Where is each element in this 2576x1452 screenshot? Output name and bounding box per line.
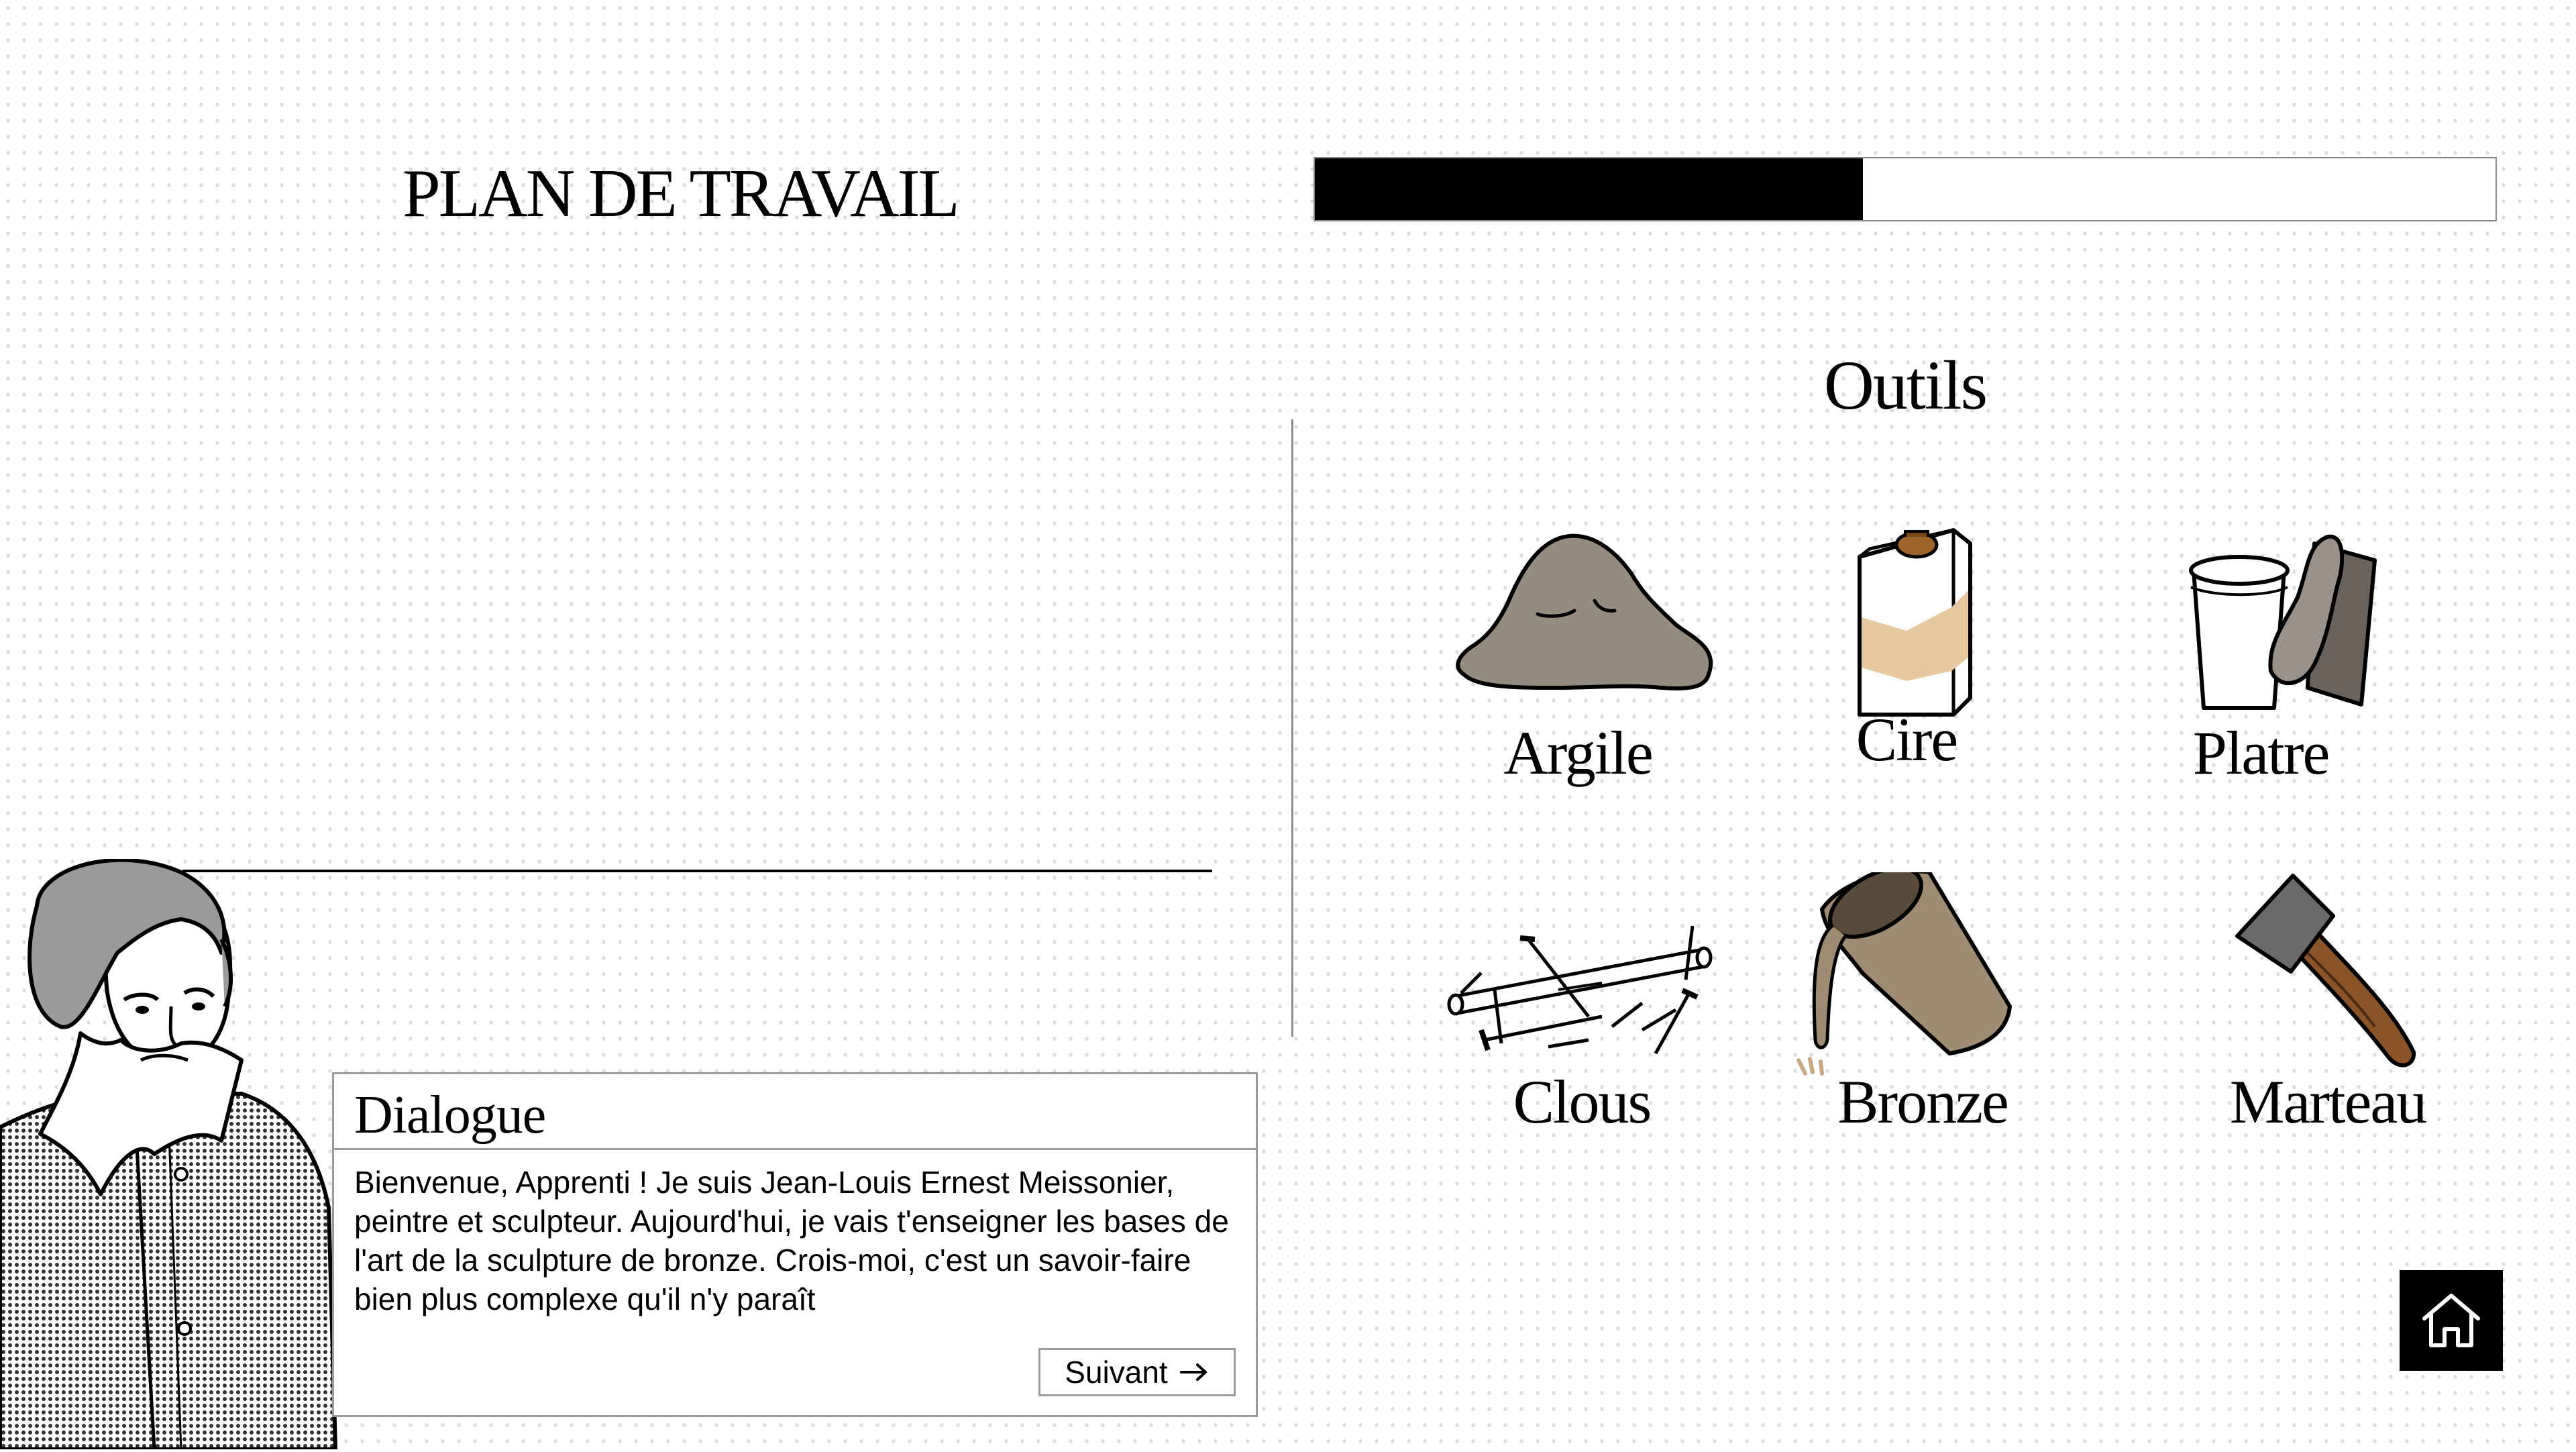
next-button-label: Suivant [1065,1355,1168,1390]
wax-can-icon [1752,510,2061,725]
tool-label-clous: Clous [1513,1068,1651,1136]
tool-cire[interactable] [1752,510,2061,819]
panel-divider [1291,419,1293,1037]
home-button[interactable] [2400,1270,2503,1371]
tool-clous[interactable] [1428,872,1736,1181]
tool-marteau[interactable] [2174,872,2482,1181]
tool-label-argile: Argile [1503,719,1652,787]
tools-title: Outils [1823,347,1987,424]
tool-label-marteau: Marteau [2229,1068,2426,1136]
bronze-pour-icon [1768,872,2077,1087]
dialogue-text: Bienvenue, Apprenti ! Je suis Jean-Louis Ernest Meissonier, peintre et sculpteur. Aujourd'hui, je vais t'enseigner les bases de l'art de la sculpture de bronze. Crois-moi, c'est un savoir-faire bien plus complexe qu'il n'y paraît [354,1165,1229,1316]
tool-label-bronze: Bronze [1837,1068,2008,1136]
character-portrait [0,859,349,1449]
progress-bar-fill [1315,158,1863,220]
hammer-icon [2174,872,2482,1087]
arrow-right-icon [1180,1362,1210,1382]
page-title: PLAN DE TRAVAIL [402,156,958,231]
clay-icon [1424,523,1732,725]
dialogue-title: Dialogue [354,1086,546,1145]
tool-label-platre: Platre [2192,719,2329,787]
tool-label-cire: Cire [1856,705,1957,774]
dialogue-separator [334,1148,1256,1150]
home-icon [2420,1292,2482,1349]
plaster-bucket-icon [2106,523,2415,725]
next-button[interactable] [1038,1348,1236,1396]
tool-platre[interactable] [2106,523,2415,832]
tool-argile[interactable] [1424,523,1732,832]
nails-icon [1428,872,1736,1074]
tool-bronze[interactable] [1768,872,2077,1181]
dialogue-box [332,1072,1258,1417]
progress-bar [1313,157,2497,221]
